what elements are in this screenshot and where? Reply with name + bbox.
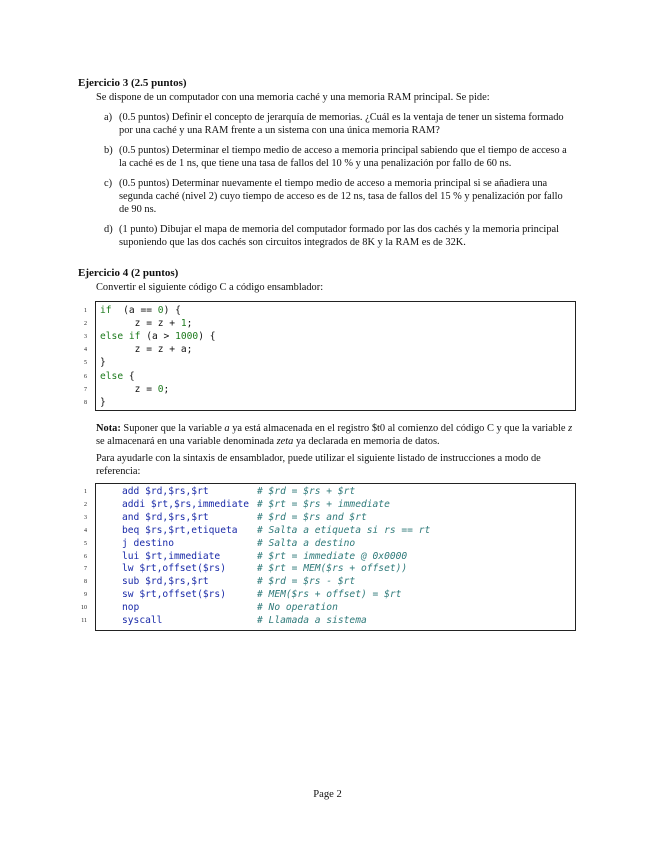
item-label: d): [104, 223, 113, 235]
asm-line: [84, 524, 575, 538]
ex3-heading: Ejercicio 3 (2.5 puntos): [78, 77, 187, 89]
item-label: a): [104, 112, 113, 123]
asm-instruction: and $rd,$rs,$rt: [122, 511, 209, 523]
note-text-2: ya está almacenada en el registro $t0 al comienzo del código C y que la variable: [229, 423, 569, 434]
code-text: z = z + a;: [100, 344, 193, 356]
ex3-item-d: [104, 223, 574, 250]
asm-instruction: sub $rd,$rs,$rt: [122, 576, 209, 588]
asm-line: [84, 576, 575, 589]
reference-paragraph: Para ayudarle con la sintaxis de ensamblador, puede utilizar el siguiente listado de instrucciones a modo de referencia:: [96, 453, 541, 478]
asm-line: [84, 511, 575, 525]
asm-line: [84, 498, 575, 512]
line-number: 6: [84, 373, 87, 380]
code-text: z = 0;: [100, 383, 170, 395]
item-label: c): [104, 177, 113, 189]
asm-line: [84, 486, 575, 499]
asm-instruction: nop: [122, 602, 140, 614]
asm-line: [84, 563, 575, 576]
ex3-item-a: [104, 111, 574, 138]
line-number: 4: [84, 347, 87, 354]
asm-comment: # $rt = MEM($rs + offset)): [257, 563, 408, 575]
note-text-1: Suponer que la variable: [120, 423, 225, 434]
asm-comment: # $rd = $rs + $rt: [257, 486, 356, 497]
asm-comment: # $rt = $rs + immediate: [257, 498, 390, 510]
line-number: 3: [84, 334, 87, 341]
ex3-item-b: [104, 144, 574, 171]
asm-line: [84, 589, 575, 602]
line-number: 1: [84, 308, 87, 314]
c-code-line: [84, 357, 575, 370]
c-code-line: [84, 318, 575, 331]
c-code-listing: [84, 301, 576, 411]
item-text: (0.5 puntos) Determinar nuevamente el tiempo medio de acceso a memoria principal si se añadiera una segunda caché (nivel 2) cuyo tiempo de acceso es de 12 ns, tasa de fallos del 15 % y penalización por fallo de 90 ns.: [119, 177, 563, 216]
c-code-line: [84, 331, 575, 344]
note-label: Nota:: [96, 423, 121, 434]
asm-instruction: add $rd,$rs,$rt: [122, 486, 209, 497]
ex4-intro: Convertir el siguiente código C a código ensamblador:: [96, 282, 324, 293]
c-code-line: [84, 305, 575, 318]
line-number: 7: [84, 566, 87, 573]
line-number: 10: [81, 605, 87, 612]
asm-comment: # MEM($rs + offset) = $rt: [257, 589, 402, 601]
asm-instruction: lw $rt,offset($rs): [122, 563, 226, 575]
line-number: 2: [84, 321, 87, 328]
c-code-line: [84, 383, 575, 397]
note-var-z: z: [568, 423, 573, 434]
asm-comment: # $rd = $rs - $rt: [257, 576, 356, 588]
line-number: 2: [84, 501, 87, 508]
asm-comment: # Salta a etiqueta si rs == rt: [257, 524, 431, 536]
code-text: else if (a > 1000) {: [100, 331, 216, 343]
note-text-3: se almacenará en una variable denominada: [96, 436, 277, 448]
asm-line: [84, 550, 575, 564]
asm-instruction: sw $rt,offset($rs): [122, 589, 226, 601]
item-text: (0.5 puntos) Definir el concepto de jerarquía de memorias. ¿Cuál es la ventaja de tener un sistema formado por una caché y una RAM frente a un sistema con una única memoria RAM?: [119, 112, 564, 137]
line-number: 6: [84, 553, 87, 560]
code-text: }: [100, 357, 106, 369]
asm-comment: # $rd = $rs and $rt: [257, 511, 367, 523]
note-text-4: ya declarada en memoria de datos.: [293, 436, 440, 448]
code-text: z = z + 1;: [100, 318, 193, 330]
line-number: 5: [84, 540, 87, 547]
line-number: 1: [84, 489, 87, 495]
ex3-item-c: [104, 177, 574, 217]
asm-comment: # Llamada a sistema: [257, 615, 367, 626]
asm-line: [81, 615, 575, 628]
item-text: (1 punto) Dibujar el mapa de memoria del computador formado por las dos cachés y la memoria principal suponiendo que las dos cachés son circuitos integrados de 8K y la RAM es de 32K.: [119, 223, 560, 249]
ex4-heading: Ejercicio 4 (2 puntos): [78, 267, 179, 279]
line-number: 8: [84, 579, 87, 586]
item-text: (0.5 puntos) Determinar el tiempo medio de acceso a memoria principal sabiendo que el tiempo de acceso a la caché es de 1 ns, que tiene una tasa de fallos del 10 % y una penalización por fallo de 60 ns.: [119, 144, 567, 170]
asm-instruction: syscall: [122, 615, 163, 626]
note-var-a: a: [224, 423, 230, 434]
asm-line: [84, 537, 575, 551]
asm-comment: # $rt = immediate @ 0x0000: [257, 550, 408, 562]
asm-reference-listing: [81, 483, 576, 631]
c-code-line: [84, 370, 575, 384]
asm-comment: # Salta a destino: [257, 537, 356, 549]
line-number: 7: [84, 386, 87, 393]
note-var-zeta: zeta: [276, 436, 294, 448]
line-number: 3: [84, 514, 87, 521]
line-number: 9: [84, 592, 87, 599]
line-number: 4: [84, 527, 87, 534]
code-text: }: [100, 396, 106, 408]
ex3-item-list: [104, 111, 574, 256]
page-number: Page 2: [313, 789, 342, 800]
asm-instruction: addi $rt,$rs,immediate: [122, 498, 250, 510]
line-number: 8: [84, 399, 87, 406]
line-number: 5: [84, 360, 87, 367]
c-code-line: [84, 396, 575, 410]
code-text: if (a == 0) {: [100, 305, 181, 316]
asm-comment: # No operation: [257, 602, 338, 614]
item-label: b): [104, 144, 113, 156]
asm-instruction: j destino: [122, 537, 174, 549]
asm-instruction: beq $rs,$rt,etiqueta: [122, 524, 238, 536]
line-number: 11: [81, 618, 87, 624]
code-text: else {: [100, 370, 135, 382]
note-paragraph: [96, 422, 580, 449]
c-code-line: [84, 344, 575, 357]
ex3-intro: Se dispone de un computador con una memoria caché y una memoria RAM principal. Se pide:: [96, 92, 490, 103]
asm-instruction: lui $rt,immediate: [122, 550, 221, 562]
asm-line: [81, 602, 575, 615]
